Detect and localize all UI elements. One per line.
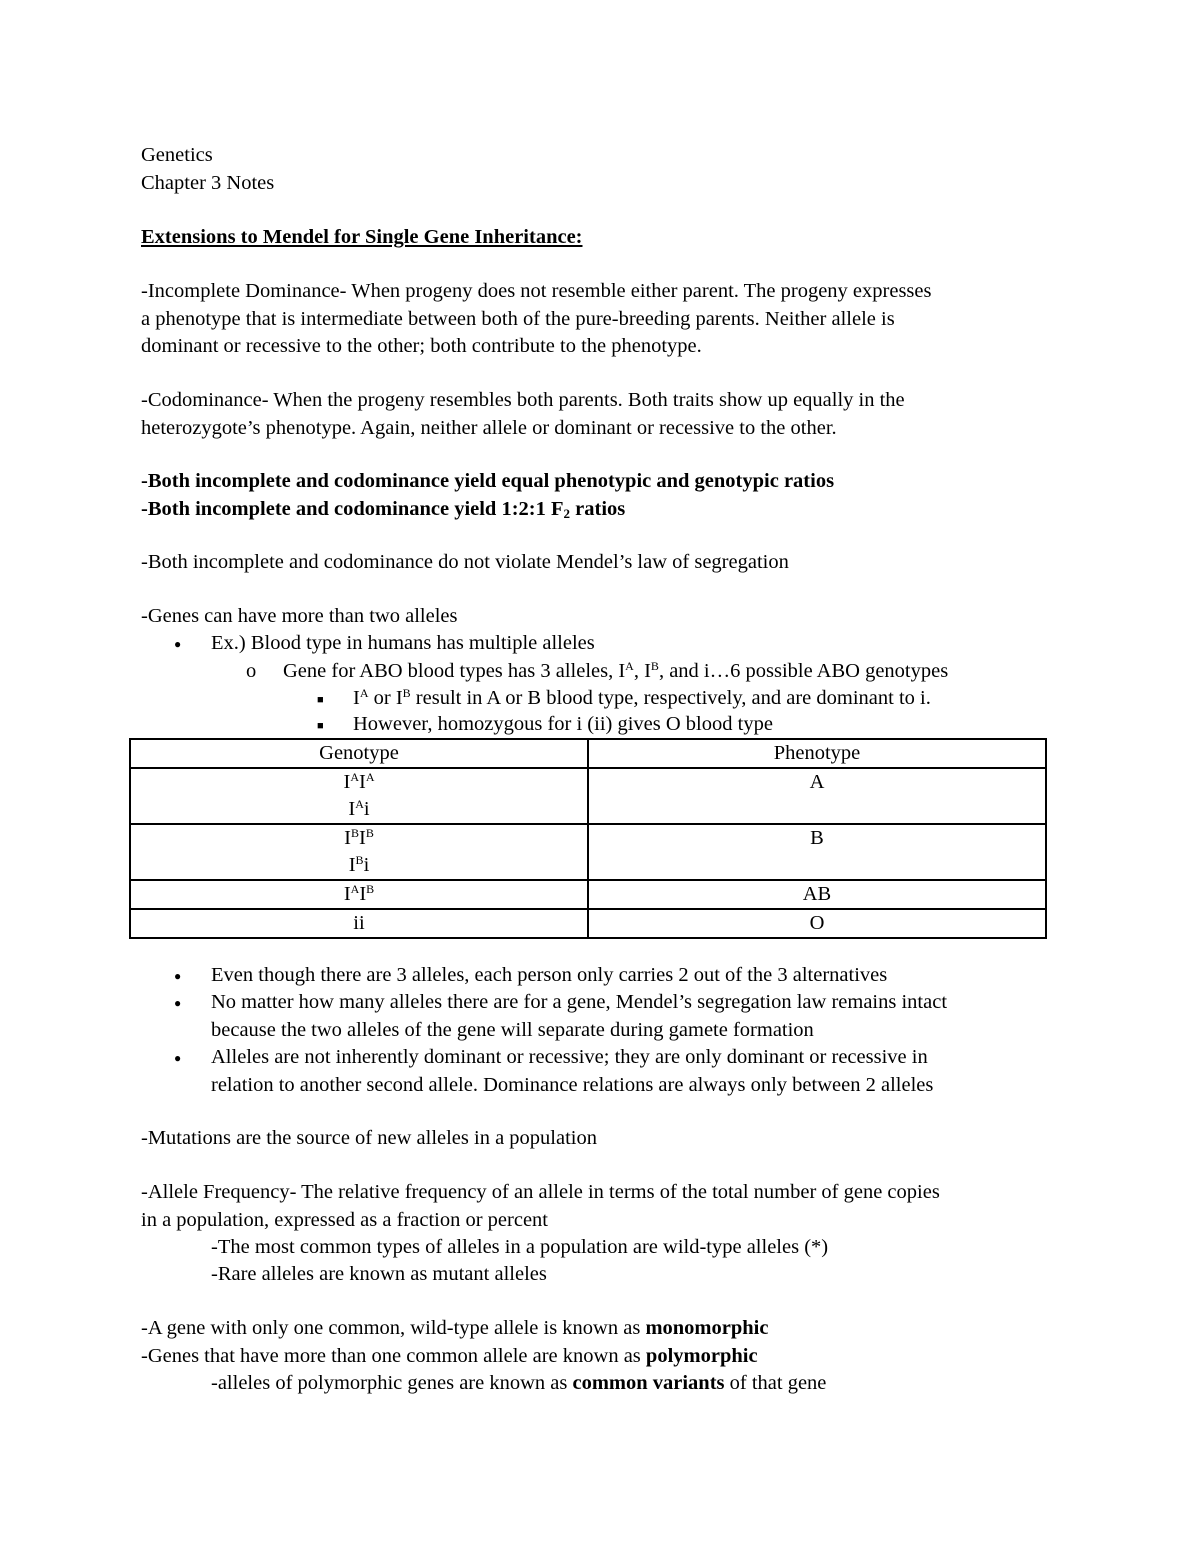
genotype-ia-ia [131,769,587,796]
document-header [141,142,1081,197]
bullet-disc-icon: ● [174,996,182,1010]
bullet-disc-icon: ● [174,1051,182,1065]
f2-subscript: 2 [563,505,571,521]
bullet-disc-icon: ● [174,969,182,983]
abo-text-pre: Gene for ABO blood types has 3 alleles, I [283,660,626,682]
incomplete-dominance-line-3: dominant or recessive to the other; both contribute to the phenotype. [141,335,702,357]
allele-sup: A [365,770,375,784]
genotype-cell: ii [130,909,588,938]
chapter-title: Chapter 3 Notes [141,171,275,194]
polymorphic-term: polymorphic [645,1344,758,1367]
phenotype-header: Phenotype [588,739,1046,768]
after-table-bullet-3-line-1: Alleles are not inherently dominant or recessive; they are only dominant or recessive in [211,1046,928,1068]
section-heading-block [141,224,1081,252]
table-row [130,768,1046,824]
after-table-bullet-2-line-1: No matter how many alleles there are for a gene, Mendel’s segregation law remains intact [211,991,948,1013]
codominance-line-1: -Codominance- When the progeny resembles both parents. Both traits show up equally in the [141,389,905,411]
polymorphic-text: -Genes that have more than one common allele are known as [141,1344,646,1367]
ratio-point-2-text: -Both incomplete and codominance yield 1:2:1 F [141,497,564,520]
incomplete-dominance-line-1: -Incomplete Dominance- When progeny does not resemble either parent. The progeny expresses [141,280,932,302]
allele-sup: A [350,882,360,896]
ia-text-pre: I [353,687,360,709]
abo-text-mid: , I [633,660,651,682]
ia-sup-b: B [402,686,411,700]
phenotype-cell: A [588,768,1046,824]
after-table-bullet-3-line-2: relation to another second allele. Dominance relations are always only between 2 alleles [211,1073,934,1096]
after-table-bullet-2 [211,989,1081,1044]
allele-letter: I [348,798,356,820]
allele-sup: B [366,882,375,896]
bullet-disc-icon: ● [174,637,182,651]
polymorphic-line [141,1343,1081,1371]
ratio-key-points [141,468,1081,523]
monomorphic-line [141,1315,1081,1343]
allele-letter: I [343,771,351,793]
table-header-row [130,739,1046,768]
bullet-square-icon: ■ [317,720,324,732]
ia-sup-a: A [359,686,369,700]
allele-sup: A [350,770,359,784]
bullet-square-icon: ■ [317,694,324,706]
incomplete-dominance-paragraph [141,278,1081,361]
genotype-cell [130,824,588,880]
multiple-alleles-block [141,603,1081,631]
allele-letter: i [363,798,370,820]
segregation-note: -Both incomplete and codominance do not violate Mendel’s law of segregation [141,551,789,573]
allele-letter: I [359,883,367,905]
bullet-circle-icon: o [246,660,257,682]
allele-frequency-block [141,1179,1081,1234]
allele-letter: I [359,771,366,793]
phenotype-cell: B [588,824,1046,880]
table-row [130,909,1046,938]
table-row [130,824,1046,880]
after-table-bullet-2-line-2: because the two alleles of the gene will separate during gamete formation [211,1018,814,1041]
phenotype-cell: AB [588,880,1046,909]
allele-letter: I [359,827,366,849]
ratio-point-1: -Both incomplete and codominance yield equal phenotypic and genotypic ratios [141,470,835,492]
morphic-block [141,1315,1081,1370]
allele-sup: B [350,826,359,840]
allele-letter: I [343,883,351,905]
mutations-note: -Mutations are the source of new alleles in a population [141,1127,597,1149]
allele-sup: B [365,826,374,840]
monomorphic-text: -A gene with only one common, wild-type allele is known as [141,1317,646,1339]
codominance-line-2: heterozygote’s phenotype. Again, neither allele or dominant or recessive to the other. [141,416,837,439]
allele-frequency-line-1: -Allele Frequency- The relative frequency of an allele in terms of the total number of gene copies [141,1181,940,1203]
blood-type-example: Ex.) Blood type in humans has multiple alleles [211,632,595,654]
common-variants-term: common variants [572,1372,725,1394]
homozygous-line: However, homozygous for i (ii) gives O blood type [353,713,773,735]
monomorphic-term: monomorphic [645,1317,769,1339]
genotype-cell [130,768,588,824]
table-row [130,880,1046,909]
allele-sup: A [355,797,364,811]
incomplete-dominance-line-2: a phenotype that is intermediate between both of the pure-breeding parents. Neither allele is [141,307,895,330]
ia-text-post: result in A or B blood type, respectively, and are dominant to i. [410,687,931,709]
genotype-ia-i [131,796,587,823]
multiple-alleles-intro: -Genes can have more than two alleles [141,605,458,627]
common-variants-line [211,1370,1081,1398]
abo-text-post: , and i…6 possible ABO genotypes [658,660,949,682]
abo-sup-a: A [625,659,634,673]
allele-letter: I [344,827,351,849]
common-variants-end: of that gene [724,1372,827,1394]
segregation-note-block [141,549,1081,577]
after-table-bullet-3 [211,1044,1081,1099]
allele-frequency-line-2: in a population, expressed as a fraction or percent [141,1208,548,1231]
codominance-paragraph [141,387,1081,442]
allele-sup: B [355,853,364,867]
abo-gene-line [283,658,1083,686]
genotype-ib-ib [131,825,587,852]
blood-type-table [129,738,1047,939]
abo-sup-b: B [650,659,659,673]
after-table-bullet-1: Even though there are 3 alleles, each person only carries 2 out of the 3 alternatives [211,964,888,986]
dominance-line [353,685,1083,713]
allele-letter: I [348,854,356,876]
section-heading: Extensions to Mendel for Single Gene Inheritance: [141,226,583,248]
ratio-point-2 [141,496,1081,524]
mutations-block [141,1125,1081,1153]
allele-letter: i [363,854,370,876]
wild-type-line: -The most common types of alleles in a population are wild-type alleles (*) [211,1236,829,1258]
course-title: Genetics [141,144,213,166]
genotype-cell [130,880,588,909]
phenotype-cell: O [588,909,1046,938]
genotype-ib-i [131,852,587,879]
ratio-point-2-end: ratios [570,497,626,520]
ia-text-mid: or I [368,687,403,709]
common-variants-text: -alleles of polymorphic genes are known as [211,1372,573,1394]
mutant-line: -Rare alleles are known as mutant alleles [211,1263,547,1285]
genotype-header: Genotype [130,739,588,768]
